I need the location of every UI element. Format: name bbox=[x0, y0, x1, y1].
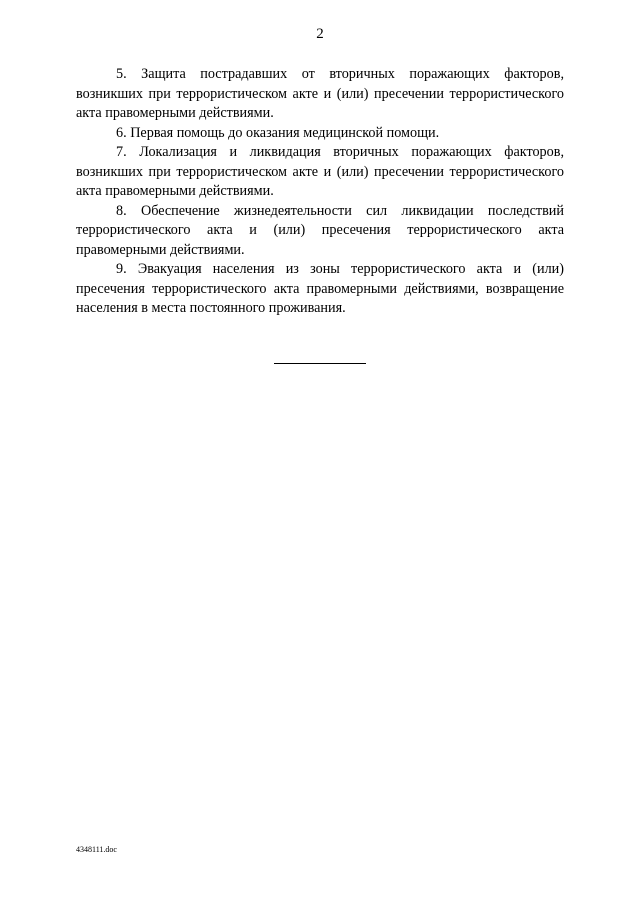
footer-file-name: 4348111.doc bbox=[76, 845, 117, 854]
list-item-9: 9. Эвакуация населения из зоны террористического акта и (или) пресечения террористического акта правомерными действиями, возвращение населения в места постоянного проживания. bbox=[76, 261, 564, 316]
list-item-8: 8. Обеспечение жизнедеятельности сил ликвидации последствий террористического акта и (или) пресечения террористического акта правомерными действиями. bbox=[76, 202, 564, 258]
page-number: 2 bbox=[316, 26, 324, 42]
list-item-7: 7. Локализация и ликвидация вторичных поражающих факторов, возникших при террористическом акте и (или) пресечении террористического акта правомерными действиями. bbox=[76, 144, 564, 199]
document-body bbox=[76, 65, 564, 319]
list-item-6: 6. Первая помощь до оказания медицинской помощи. bbox=[116, 124, 440, 141]
list-item-5: 5. Защита пострадавших от вторичных поражающих факторов, возникших при террористическом акте и (или) пресечении террористического акта правомерными действиями. bbox=[76, 66, 564, 121]
end-separator-line bbox=[274, 363, 366, 364]
